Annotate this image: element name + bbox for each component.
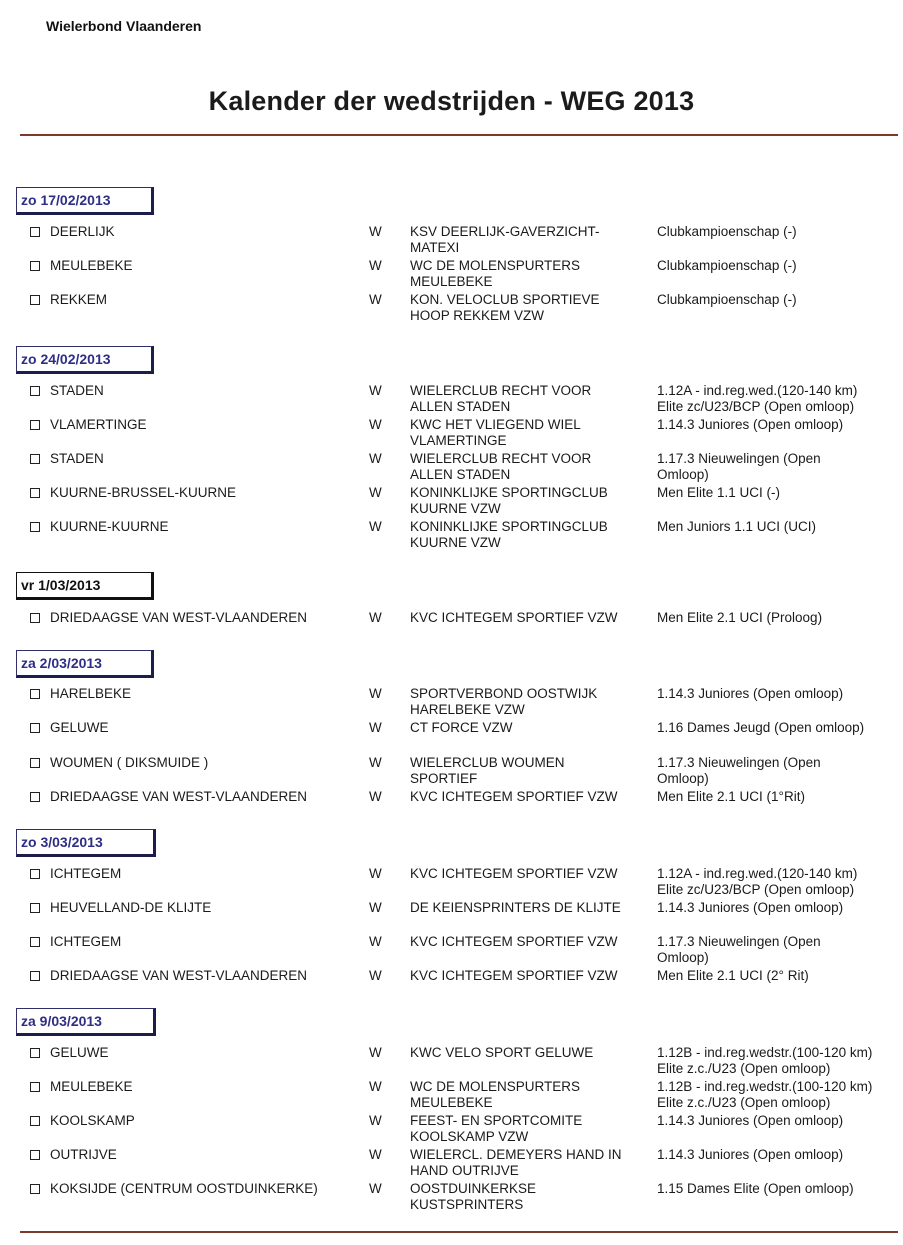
event-type: W (369, 519, 382, 534)
event-checkbox[interactable] (30, 937, 40, 947)
event-type: W (369, 1147, 382, 1162)
event-row (0, 1147, 903, 1181)
event-row (0, 720, 903, 754)
event-type: W (369, 755, 382, 770)
event-row (0, 866, 903, 900)
event-checkbox[interactable] (30, 869, 40, 879)
event-category: 1.16 Dames Jeugd (Open omloop) (657, 720, 865, 735)
event-checkbox[interactable] (30, 1184, 40, 1194)
event-checkbox[interactable] (30, 1116, 40, 1126)
event-checkbox[interactable] (30, 613, 40, 623)
event-row (0, 968, 903, 1002)
event-row (0, 1113, 903, 1147)
event-place: REKKEM (50, 292, 108, 307)
event-place: MEULEBEKE (50, 258, 133, 273)
event-club: KONINKLIJKE SPORTINGCLUB KUURNE VZW (410, 485, 608, 516)
event-type: W (369, 1181, 382, 1196)
event-place: DRIEDAAGSE VAN WEST-VLAANDEREN (50, 968, 308, 983)
event-category: Men Elite 2.1 UCI (Proloog) (657, 610, 823, 625)
event-club: DE KEIENSPRINTERS DE KLIJTE (410, 900, 621, 915)
event-place: DRIEDAAGSE VAN WEST-VLAANDEREN (50, 789, 308, 804)
event-place: GELUWE (50, 1045, 109, 1060)
event-checkbox[interactable] (30, 723, 40, 733)
event-row (0, 258, 903, 292)
event-category: 1.12A - ind.reg.wed.(120-140 km) Elite zc/U23/BCP (Open omloop) (657, 383, 858, 414)
event-place: ICHTEGEM (50, 866, 122, 881)
event-category: 1.12B - ind.reg.wedstr.(100-120 km) Elite z.c./U23 (Open omloop) (657, 1079, 873, 1110)
event-category: Men Juniors 1.1 UCI (UCI) (657, 519, 817, 534)
event-place: ICHTEGEM (50, 934, 122, 949)
event-place: DRIEDAAGSE VAN WEST-VLAANDEREN (50, 610, 308, 625)
top-divider (20, 134, 898, 136)
event-row (0, 755, 903, 789)
event-row (0, 1181, 903, 1215)
event-place: OUTRIJVE (50, 1147, 117, 1162)
event-club: WC DE MOLENSPURTERS MEULEBEKE (410, 1079, 581, 1110)
event-type: W (369, 968, 382, 983)
event-club: KVC ICHTEGEM SPORTIEF VZW (410, 968, 618, 983)
event-club: OOSTDUINKERKSE KUSTSPRINTERS (410, 1181, 537, 1212)
event-checkbox[interactable] (30, 792, 40, 802)
event-type: W (369, 417, 382, 432)
event-checkbox[interactable] (30, 758, 40, 768)
event-checkbox[interactable] (30, 454, 40, 464)
event-category: Men Elite 2.1 UCI (1°Rit) (657, 789, 805, 804)
event-place: KOOLSKAMP (50, 1113, 135, 1128)
event-row (0, 485, 903, 519)
event-checkbox[interactable] (30, 227, 40, 237)
event-club: WC DE MOLENSPURTERS MEULEBEKE (410, 258, 581, 289)
event-club: WIELERCLUB WOUMEN SPORTIEF (410, 755, 565, 786)
event-category: 1.17.3 Nieuwelingen (Open Omloop) (657, 755, 821, 786)
event-checkbox[interactable] (30, 295, 40, 305)
event-club: KVC ICHTEGEM SPORTIEF VZW (410, 934, 618, 949)
event-row (0, 1045, 903, 1079)
event-checkbox[interactable] (30, 522, 40, 532)
event-club: KVC ICHTEGEM SPORTIEF VZW (410, 610, 618, 625)
event-club: FEEST- EN SPORTCOMITE KOOLSKAMP VZW (410, 1113, 583, 1144)
event-type: W (369, 1045, 382, 1060)
date-header: zo 17/02/2013 (16, 187, 154, 215)
event-club: KWC HET VLIEGEND WIEL VLAMERTINGE (410, 417, 581, 448)
event-category: 1.14.3 Juniores (Open omloop) (657, 1147, 844, 1162)
date-header: zo 24/02/2013 (16, 346, 154, 374)
event-category: 1.14.3 Juniores (Open omloop) (657, 417, 844, 432)
event-club: WIELERCL. DEMEYERS HAND IN HAND OUTRIJVE (410, 1147, 622, 1178)
event-category: 1.14.3 Juniores (Open omloop) (657, 686, 844, 701)
event-club: KONINKLIJKE SPORTINGCLUB KUURNE VZW (410, 519, 608, 550)
date-header: vr 1/03/2013 (16, 572, 154, 600)
event-row (0, 934, 903, 968)
event-category: Clubkampioenschap (-) (657, 258, 797, 273)
event-club: KVC ICHTEGEM SPORTIEF VZW (410, 866, 618, 881)
event-category: 1.14.3 Juniores (Open omloop) (657, 900, 844, 915)
event-category: 1.14.3 Juniores (Open omloop) (657, 1113, 844, 1128)
page-title: Kalender der wedstrijden - WEG 2013 (208, 86, 695, 116)
event-type: W (369, 258, 382, 273)
event-checkbox[interactable] (30, 420, 40, 430)
event-type: W (369, 1079, 382, 1094)
organization-name: Wielerbond Vlaanderen (46, 18, 202, 34)
event-club: KSV DEERLIJK-GAVERZICHT- MATEXI (410, 224, 600, 255)
event-place: KOKSIJDE (CENTRUM OOSTDUINKERKE) (50, 1181, 318, 1196)
event-place: KUURNE-BRUSSEL-KUURNE (50, 485, 237, 500)
event-place: DEERLIJK (50, 224, 115, 239)
date-header: za 9/03/2013 (16, 1008, 156, 1036)
event-club: WIELERCLUB RECHT VOOR ALLEN STADEN (410, 451, 592, 482)
event-checkbox[interactable] (30, 689, 40, 699)
event-row (0, 1079, 903, 1113)
event-type: W (369, 485, 382, 500)
event-row (0, 224, 903, 258)
event-place: KUURNE-KUURNE (50, 519, 169, 534)
event-row (0, 519, 903, 553)
event-checkbox[interactable] (30, 903, 40, 913)
event-club: KWC VELO SPORT GELUWE (410, 1045, 594, 1060)
event-club: CT FORCE VZW (410, 720, 513, 735)
event-checkbox[interactable] (30, 1082, 40, 1092)
event-row (0, 686, 903, 720)
event-checkbox[interactable] (30, 261, 40, 271)
event-category: Men Elite 1.1 UCI (-) (657, 485, 781, 500)
event-category: 1.17.3 Nieuwelingen (Open Omloop) (657, 934, 821, 965)
event-club: KON. VELOCLUB SPORTIEVE HOOP REKKEM VZW (410, 292, 600, 323)
event-place: WOUMEN ( DIKSMUIDE ) (50, 755, 209, 770)
event-type: W (369, 610, 382, 625)
event-type: W (369, 292, 382, 307)
event-category: 1.17.3 Nieuwelingen (Open Omloop) (657, 451, 821, 482)
event-checkbox[interactable] (30, 488, 40, 498)
date-header: za 2/03/2013 (16, 650, 154, 678)
event-checkbox[interactable] (30, 386, 40, 396)
event-type: W (369, 866, 382, 881)
event-type: W (369, 789, 382, 804)
event-category: 1.12B - ind.reg.wedstr.(100-120 km) Elite z.c./U23 (Open omloop) (657, 1045, 873, 1076)
event-category: Clubkampioenschap (-) (657, 224, 797, 239)
event-club: SPORTVERBOND OOSTWIJK HARELBEKE VZW (410, 686, 598, 717)
event-category: Clubkampioenschap (-) (657, 292, 797, 307)
event-row (0, 789, 903, 823)
event-checkbox[interactable] (30, 1150, 40, 1160)
date-header: zo 3/03/2013 (16, 829, 156, 857)
event-category: Men Elite 2.1 UCI (2° Rit) (657, 968, 809, 983)
event-row (0, 383, 903, 417)
event-row (0, 451, 903, 485)
event-type: W (369, 720, 382, 735)
bottom-divider (20, 1231, 898, 1233)
event-row (0, 900, 903, 934)
event-category: 1.12A - ind.reg.wed.(120-140 km) Elite zc/U23/BCP (Open omloop) (657, 866, 858, 897)
event-place: GELUWE (50, 720, 109, 735)
event-row (0, 292, 903, 326)
event-place: STADEN (50, 383, 104, 398)
event-checkbox[interactable] (30, 971, 40, 981)
event-type: W (369, 451, 382, 466)
event-place: HEUVELLAND-DE KLIJTE (50, 900, 212, 915)
event-place: HARELBEKE (50, 686, 132, 701)
event-type: W (369, 686, 382, 701)
event-row (0, 610, 903, 644)
event-category: 1.15 Dames Elite (Open omloop) (657, 1181, 854, 1196)
event-place: MEULEBEKE (50, 1079, 133, 1094)
event-club: KVC ICHTEGEM SPORTIEF VZW (410, 789, 618, 804)
event-type: W (369, 934, 382, 949)
event-row (0, 417, 903, 451)
event-type: W (369, 1113, 382, 1128)
event-type: W (369, 900, 382, 915)
event-type: W (369, 224, 382, 239)
event-place: VLAMERTINGE (50, 417, 147, 432)
event-type: W (369, 383, 382, 398)
event-place: STADEN (50, 451, 104, 466)
event-checkbox[interactable] (30, 1048, 40, 1058)
event-club: WIELERCLUB RECHT VOOR ALLEN STADEN (410, 383, 592, 414)
